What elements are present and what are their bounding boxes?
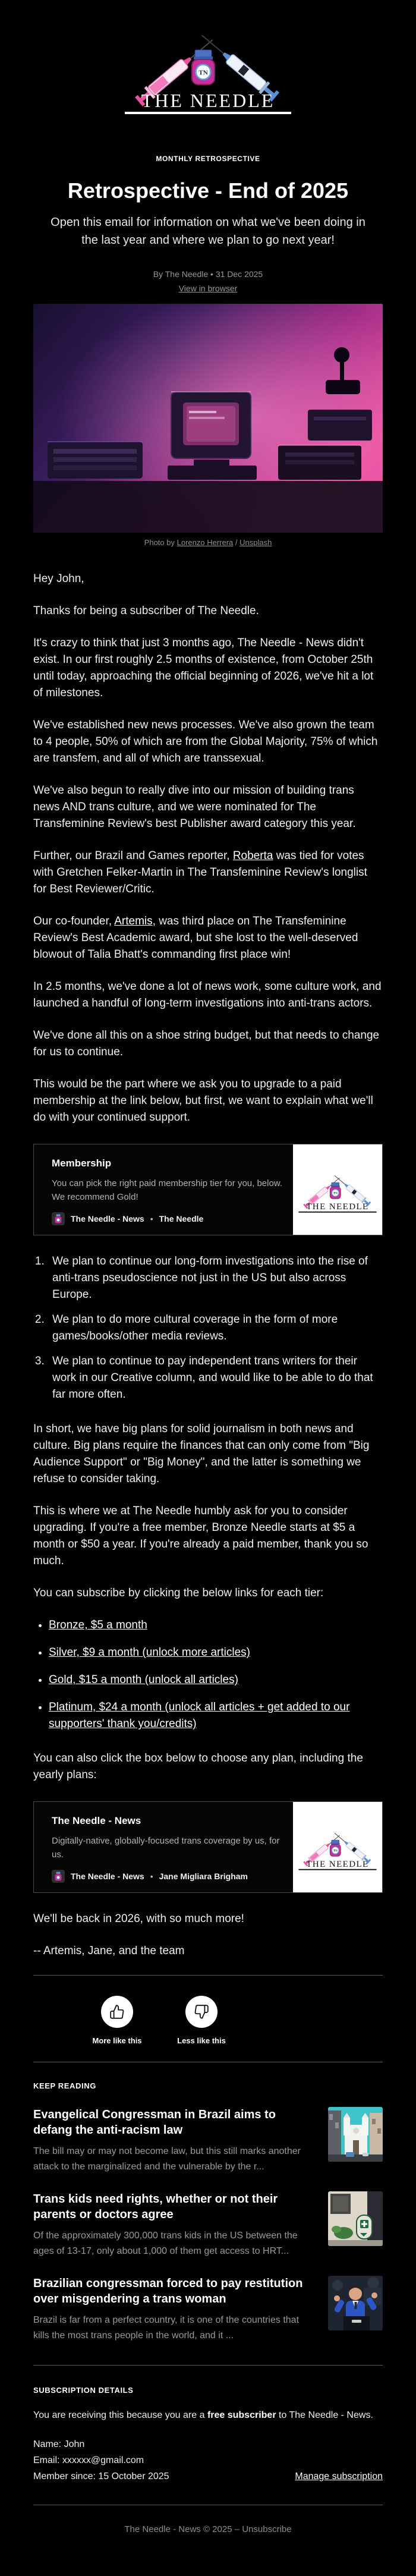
page-subtitle: Open this email for information on what we've been doing in the last year and where we plan to go next year! [51, 216, 365, 247]
pharmacy-sign-shape [357, 2215, 372, 2239]
member-since: Member since: 15 October 2025 [33, 2471, 169, 2482]
news-card-title: The Needle - News [52, 1815, 141, 1827]
unsubscribe-link[interactable]: Unsubscribe [242, 2524, 292, 2535]
vial-favicon-icon [52, 1870, 65, 1883]
paragraph: You can also click the box below to choose any plan, including the yearly plans: [33, 1752, 363, 1782]
paragraph-greeting: Hey John, [33, 573, 84, 586]
article-excerpt: The bill may or may not become law, but this still marks another attack to the marginalized and the vulnerable by the r... [33, 2146, 301, 2172]
article-row[interactable] [33, 2276, 383, 2344]
more-like-this-button[interactable] [75, 1996, 159, 2045]
hero-image [33, 304, 383, 533]
article-text [33, 2276, 328, 2344]
paragraph: We'll be back in 2026, with so much more! [33, 1913, 244, 1926]
news-publication-card[interactable] [33, 1801, 383, 1893]
thumbs-up-icon[interactable] [101, 1996, 133, 2028]
tier-item [49, 1672, 383, 1688]
bronze-tier-link[interactable]: Bronze, $5 a month [49, 1619, 147, 1632]
membership-card-source: The Needle - News [71, 1214, 144, 1224]
tier-item [49, 1644, 383, 1661]
paragraph-text: , was third place on The Transfeminine Review's Best Academic award, but she lost to the well-deserved blowout of Talia Bhatt's commanding first place win! [33, 915, 358, 961]
byline: By The Needle • 31 Dec 2025 [153, 269, 263, 279]
subscriber-status: free subscriber [207, 2410, 276, 2421]
meta-separator: • [150, 1214, 153, 1224]
paragraph-text: Our co-founder, [33, 915, 115, 928]
news-card-body [34, 1802, 293, 1892]
article-excerpt: Brazil is far from a perfect country, it is one of the countries that kills the most trans people in the world, and it ... [33, 2315, 300, 2341]
membership-card-author: The Needle [159, 1214, 204, 1224]
page-title: Retrospective - End of 2025 [67, 178, 349, 203]
paragraph [33, 913, 383, 963]
paragraph-text: was tied for votes with Gretchen Felker-Martin in The Transfeminine Review's longlist for Best Reviewer/Critic. [33, 850, 367, 896]
paragraph: Thanks for being a subscriber of The Needle. [33, 605, 259, 618]
email-footer [33, 2524, 383, 2534]
more-like-this-label: More like this [92, 2036, 142, 2046]
paragraph: In short, we have big plans for solid journalism in both news and culture. Big plans require the finances that can only come from "Big Audience Support" or "Big Money", and the latter is something we refuse to consider taking. [33, 1423, 370, 1486]
news-card-source: The Needle - News [71, 1872, 144, 1882]
less-like-this-button[interactable] [159, 1996, 244, 2045]
meta-separator: • [150, 1872, 153, 1882]
plan-item: 1. We plan to continue our long-form investigations into the rise of anti-trans pseudoscience not just in the US but also across Europe. [48, 1253, 383, 1303]
article-thumbnail-congressman[interactable] [328, 2276, 383, 2330]
the-needle-logo-small [293, 1148, 382, 1231]
paragraph: We've done all this on a shoe string budget, but that needs to change for us to continue. [33, 1029, 380, 1059]
membership-card-body [34, 1144, 293, 1235]
plan-item: 3. We plan to continue to pay independent trans writers for their work in our Creative column, and would like to be able to do that far more often. [48, 1353, 383, 1403]
photo-credit [33, 538, 383, 547]
thumbs-down-icon[interactable] [185, 1996, 218, 2028]
masthead [0, 13, 416, 120]
silver-tier-link[interactable]: Silver, $9 a month (unlock more articles) [49, 1646, 250, 1659]
less-like-this-label: Less like this [177, 2036, 226, 2046]
the-needle-logo-small [293, 1806, 382, 1889]
article-excerpt: Of the approximately 300,000 trans kids in the US between the ages of 13-17, only about 1,000 of them get access to HRT... [33, 2231, 298, 2257]
paragraph-text: Further, our Brazil and Games reporter, [33, 850, 233, 863]
svg-text:TN: TN [333, 1191, 338, 1196]
paragraph: In 2.5 months, we've done a lot of news work, some culture work, and launched a handful of long-term investigations into anti-trans actors. [33, 980, 382, 1010]
gold-tier-link[interactable]: Gold, $15 a month (unlock all articles) [49, 1674, 238, 1687]
receiving-line [33, 2408, 383, 2423]
keep-reading-section [33, 2062, 383, 2365]
receiving-suffix: to The Needle - News. [276, 2410, 373, 2421]
email-body [33, 571, 383, 1959]
the-needle-logo [113, 13, 303, 117]
svg-text:THE NEEDLE: THE NEEDLE [306, 1860, 369, 1870]
paragraph [33, 848, 383, 898]
membership-card-thumbnail [293, 1144, 382, 1235]
subscriber-name: Name: John [33, 2439, 85, 2450]
article-text [33, 2107, 328, 2175]
logo-wordmark: THE NEEDLE [141, 90, 275, 111]
news-card-meta [52, 1861, 282, 1883]
photo-credit-prefix: Photo by [144, 538, 177, 548]
paragraph: This is where we at The Needle humbly ask for you to consider upgrading. If you're a free member, Bronze Needle starts at $5 a month or $50 a year. If you're already a paid member, thank you so much. [33, 1505, 368, 1568]
subscription-details-section [33, 2366, 383, 2505]
left-computer-silhouette [48, 442, 143, 479]
newsletter-kicker: MONTHLY RETROSPECTIVE [156, 155, 260, 163]
retro-computers-photo [33, 304, 383, 533]
membership-card[interactable] [33, 1144, 383, 1235]
news-card-author: Jane Migliara Brigham [159, 1872, 248, 1882]
plan-item: 2. We plan to do more cultural coverage in the form of more games/books/other media reviews. [48, 1311, 383, 1345]
photographer-link[interactable]: Lorenzo Herrera [177, 538, 234, 548]
copyright-text: The Needle - News © 2025 – [124, 2524, 242, 2535]
article-thumbnail-pharmacy[interactable] [328, 2191, 383, 2246]
unsplash-link[interactable]: Unsplash [239, 538, 272, 548]
view-in-browser-link[interactable]: View in browser [178, 284, 238, 294]
vial-favicon-icon [52, 1212, 65, 1225]
feedback-section [33, 1976, 383, 2062]
article-row[interactable] [33, 2107, 383, 2175]
subscription-heading: SUBSCRIPTION DETAILS [33, 2386, 134, 2395]
paragraph: We've established new news processes. We've also grown the team to 4 people, 50% of which are from the Global Majority, 75% of which are transfem, and all of which are transsexual. [33, 719, 378, 765]
membership-card-title: Membership [52, 1158, 112, 1169]
subscriber-info [33, 2436, 383, 2484]
subscriber-email: Email: xxxxxx@gmail.com [33, 2455, 144, 2466]
news-card-thumbnail [293, 1802, 382, 1892]
article-title[interactable]: Trans kids need rights, whether or not their parents or doctors agree [33, 2193, 278, 2222]
crt-monitor-silhouette [168, 392, 257, 480]
tier-item [49, 1617, 383, 1634]
vial-tn-label: TN [198, 69, 208, 77]
article-title[interactable]: Evangelical Congressman in Brazil aims to defang the anti-racism law [33, 2108, 276, 2137]
photo-credit-separator: / [233, 538, 240, 548]
svg-text:THE NEEDLE: THE NEEDLE [306, 1202, 369, 1212]
paragraph: It's crazy to think that just 3 months ago, The Needle - News didn't exist. In our first roughly 2.5 months of existence, from October 25th until today, approaching the official beginning of 2026, we've hit a lot of milestones. [33, 637, 374, 700]
plans-list [48, 1253, 383, 1403]
news-card-description: Digitally-native, globally-focused trans coverage by us, for us. [52, 1836, 280, 1860]
svg-text:TN: TN [333, 1849, 338, 1853]
paragraph: This would be the part where we ask you to upgrade to a paid membership at the link below, but first, we want to explain what we'll do with your continued support. [33, 1078, 373, 1124]
artemis-link[interactable]: Artemis [114, 915, 153, 928]
article-text [33, 2191, 328, 2259]
platinum-tier-link[interactable]: Platinum, $24 a month (unlock all articles + get added to our supporters' thank you/credits) [49, 1701, 350, 1731]
manage-subscription-link[interactable]: Manage subscription [295, 2471, 383, 2482]
article-title[interactable]: Brazilian congressman forced to pay restitution over misgendering a trans woman [33, 2277, 303, 2306]
vial-icon [192, 50, 215, 84]
membership-card-meta [52, 1204, 282, 1225]
membership-card-description: You can pick the right paid membership tier for you, below. We recommend Gold! [52, 1178, 282, 1203]
keep-reading-heading: KEEP READING [33, 2081, 96, 2091]
receiving-prefix: You are receiving this because you are a [33, 2410, 207, 2421]
article-row[interactable] [33, 2191, 383, 2259]
signature: -- Artemis, Jane, and the team [33, 1945, 185, 1958]
paragraph: You can subscribe by clicking the below links for each tier: [33, 1587, 324, 1600]
tier-links-list [49, 1617, 383, 1732]
roberta-link[interactable]: Roberta [232, 850, 273, 863]
tier-item [49, 1699, 383, 1732]
article-thumbnail-church-street[interactable] [328, 2107, 383, 2162]
paragraph: We've also begun to really dive into our mission of building trans news AND trans culture, and we were nominated for The Transfeminine Review's best Publisher award category this year. [33, 784, 356, 831]
